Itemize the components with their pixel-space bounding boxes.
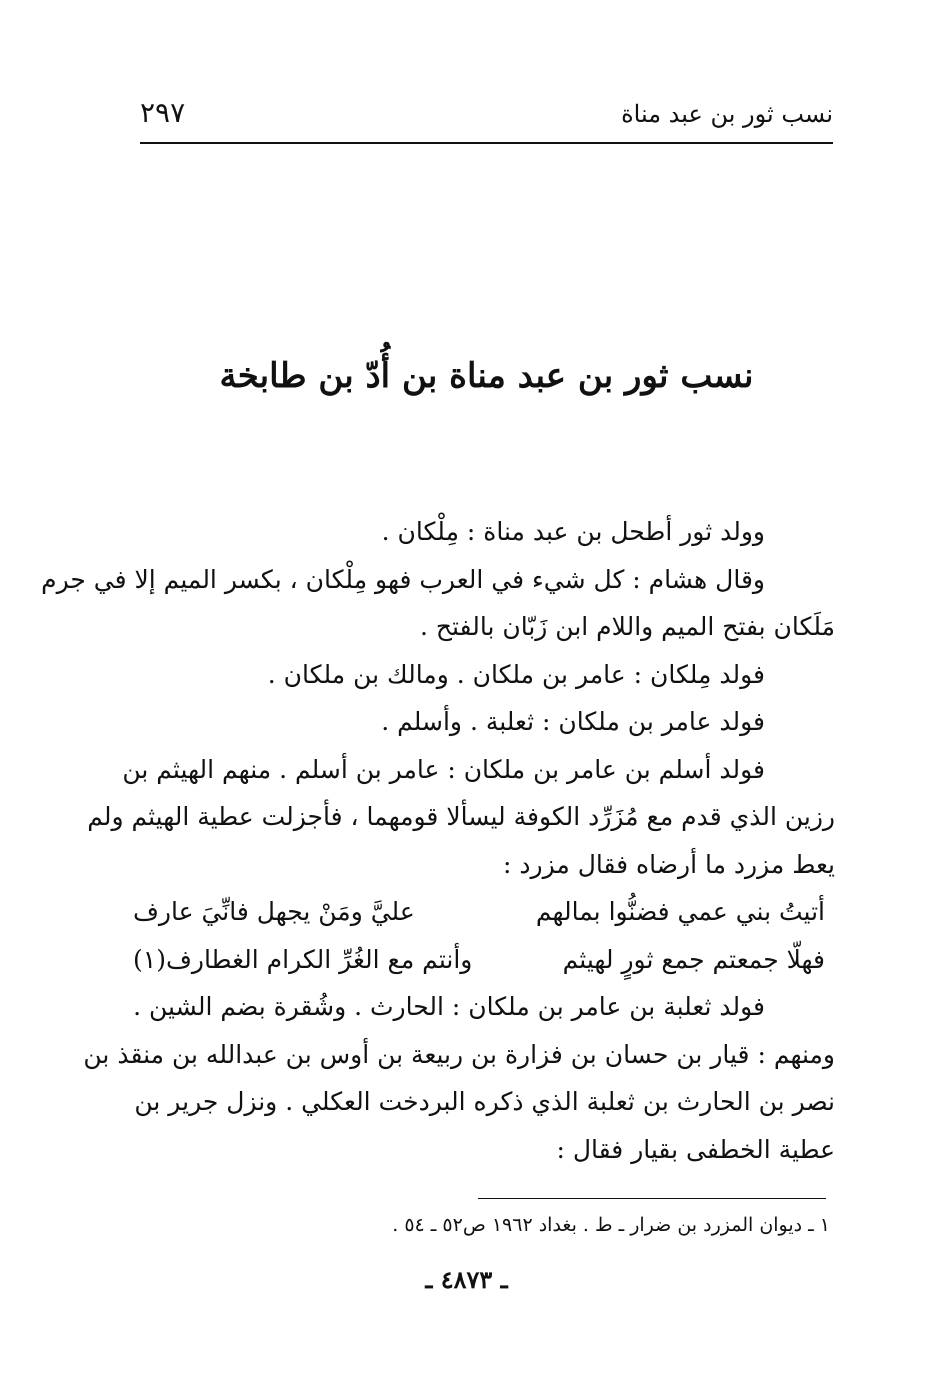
page-number: ٢٩٧: [140, 96, 186, 129]
footnote: ١ ـ ديوان المزرد بن ضرار ـ ط . بغداد ١٩٦٢ ص٥٢ ـ ٥٤ .: [392, 1214, 830, 1236]
verse-second-hemistich: وأنتم مع الغُرِّ الكرام الغطارف(١): [133, 944, 473, 974]
footnote-rule: [478, 1198, 826, 1199]
paragraph-line: نصر بن الحارث بن ثعلبة الذي ذكره البردخت العكلي . ونزل جرير بن: [134, 1087, 835, 1116]
paragraph-line: فولد أسلم بن عامر بن ملكان : عامر بن أسلم . منهم الهيثم بن: [122, 754, 765, 784]
chapter-title: نسب ثور بن عبد مناة بن أُدّ بن طابخة: [219, 356, 754, 396]
paragraph-line: ومنهم : قيار بن حسان بن فزارة بن ربيعة بن أوس بن عبدالله بن منقذ بن: [83, 1039, 835, 1069]
poem-verse: [115, 936, 835, 984]
verse-first-hemistich: أتيتُ بني عمي فضنُّوا بمالهم: [535, 897, 825, 926]
poem-verse: [115, 888, 835, 936]
serial-page-number: ـ ٤٨٧٣ ـ: [425, 1265, 508, 1294]
paragraph-line: فولد مِلكان : عامر بن ملكان . ومالك بن ملكان .: [267, 659, 765, 689]
paragraph-line: عطية الخطفى بقيار فقال :: [556, 1134, 835, 1164]
paragraph-line: مَلَكان بفتح الميم واللام ابن زَبّان بالفتح .: [419, 612, 835, 641]
paragraph-line: رزين الذي قدم مع مُزَرِّد الكوفة ليسألا قومهما ، فأجزلت عطية الهيثم ولم: [87, 802, 835, 831]
body-text: [41, 508, 835, 1173]
verse-first-hemistich: فهلّا جمعتم جمع ثورٍ لهيثم: [562, 944, 825, 974]
running-header: [140, 96, 833, 140]
paragraph-line: فولد ثعلبة بن عامر بن ملكان : الحارث . وشُقرة بضم الشين .: [133, 992, 765, 1021]
paragraph-line: وقال هشام : كل شيء في العرب فهو مِلْكان ، بكسر الميم إلا في جرم: [41, 564, 765, 594]
paragraph-line: يعط مزرد ما أرضاه فقال مزرد :: [503, 849, 835, 879]
paragraph-line: فولد عامر بن ملكان : ثعلبة . وأسلم .: [381, 707, 765, 736]
verse-second-hemistich: عليَّ ومَنْ يجهل فانِّيَ عارف: [133, 897, 415, 926]
header-rule: [140, 142, 833, 144]
running-title: نسب ثور بن عبد مناة: [621, 100, 833, 128]
paragraph-line: وولد ثور أطحل بن عبد مناة : مِلْكان .: [381, 517, 765, 546]
